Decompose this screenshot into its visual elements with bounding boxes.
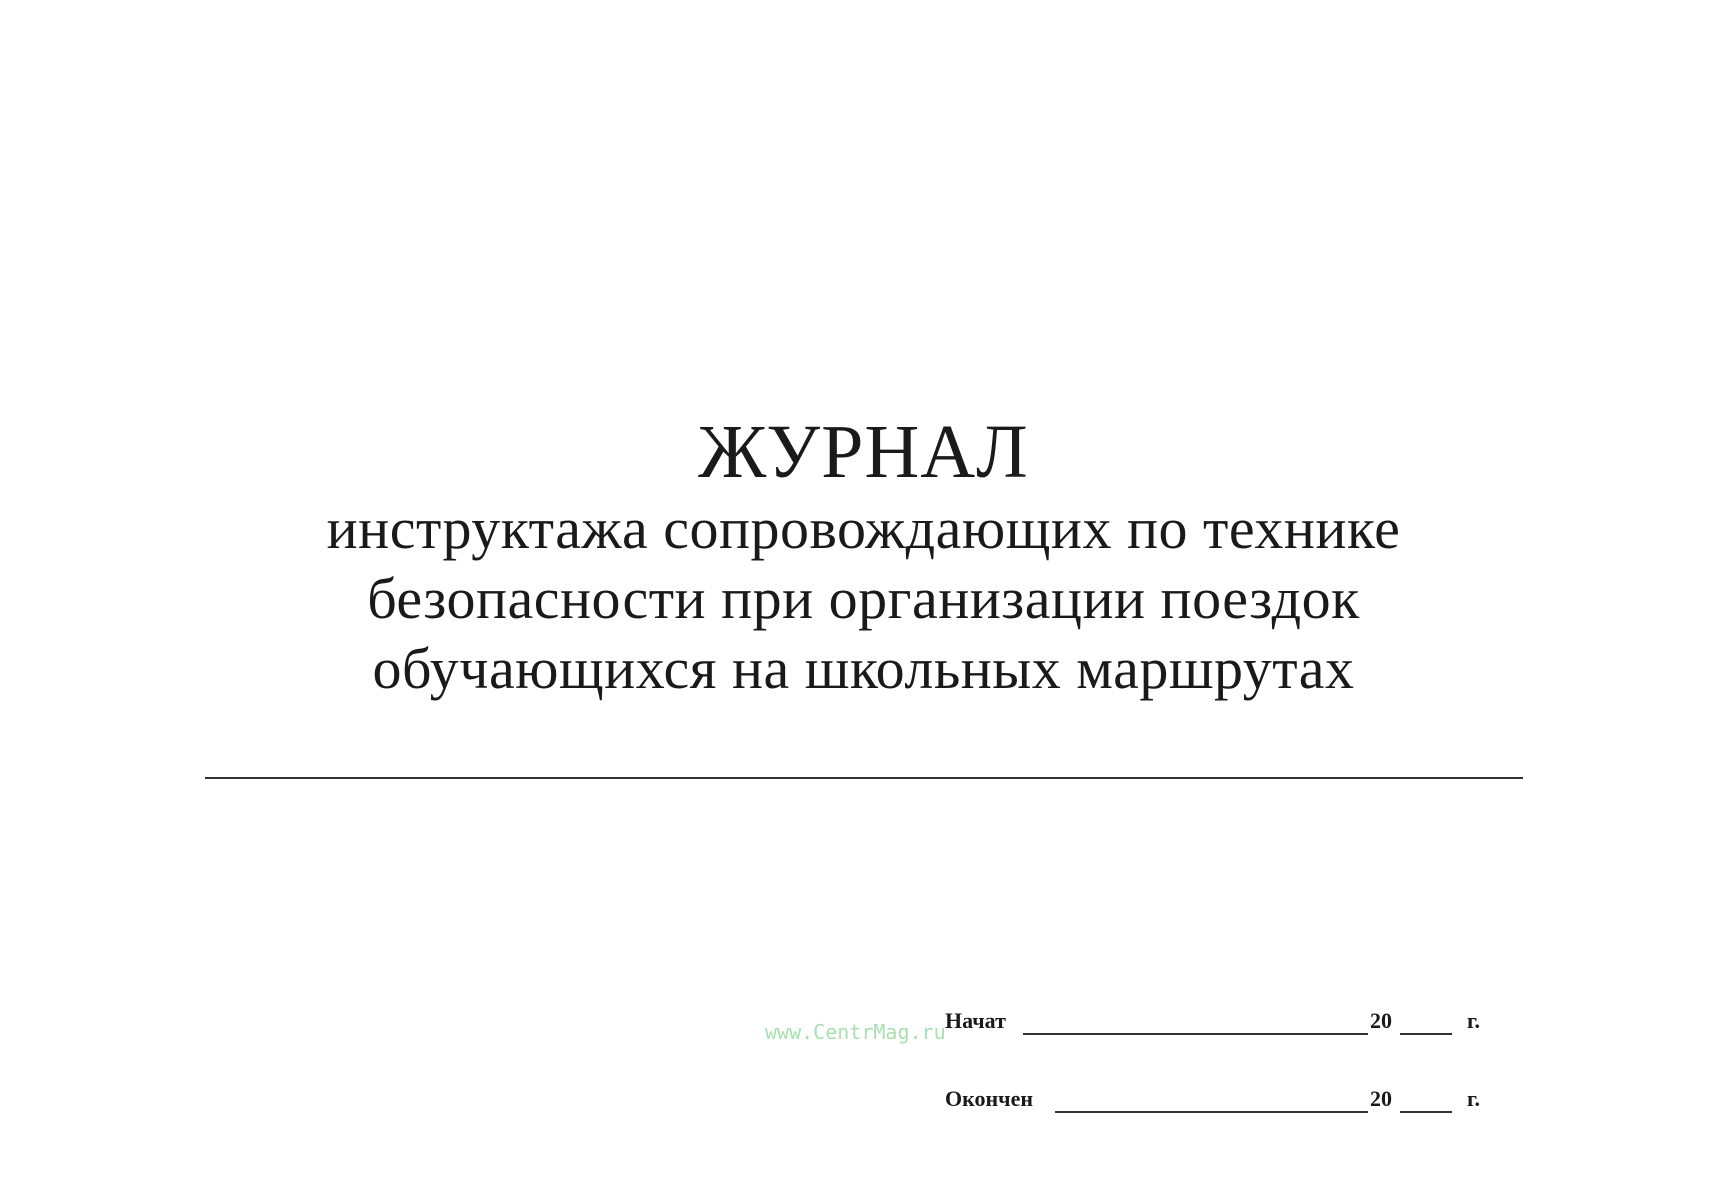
organization-name-blank-line: [205, 777, 1523, 779]
document-subtitle-line-2: безопасности при организации поездок: [367, 566, 1360, 631]
finished-date-blank: [1055, 1111, 1368, 1113]
document-title: ЖУРНАЛ: [698, 410, 1029, 494]
watermark-text: www.CentrMag.ru: [765, 1020, 946, 1044]
finished-date-row: [945, 1086, 1545, 1116]
started-year-blank: [1400, 1033, 1452, 1035]
started-year-suffix: г.: [1467, 1008, 1481, 1033]
finished-year-suffix: г.: [1467, 1086, 1481, 1111]
finished-label: Окончен: [945, 1086, 1034, 1111]
started-year-prefix: 20: [1370, 1008, 1392, 1033]
title-block: [0, 410, 1727, 704]
finished-year-prefix: 20: [1370, 1086, 1392, 1111]
started-date-row: [945, 1008, 1545, 1038]
started-label: Начат: [945, 1008, 1006, 1033]
document-subtitle-line-1: инструктажа сопровождающих по технике: [326, 496, 1401, 561]
document-subtitle-line-3: обучающихся на школьных маршрутах: [372, 636, 1355, 701]
finished-year-blank: [1400, 1111, 1452, 1113]
started-date-blank: [1023, 1033, 1368, 1035]
